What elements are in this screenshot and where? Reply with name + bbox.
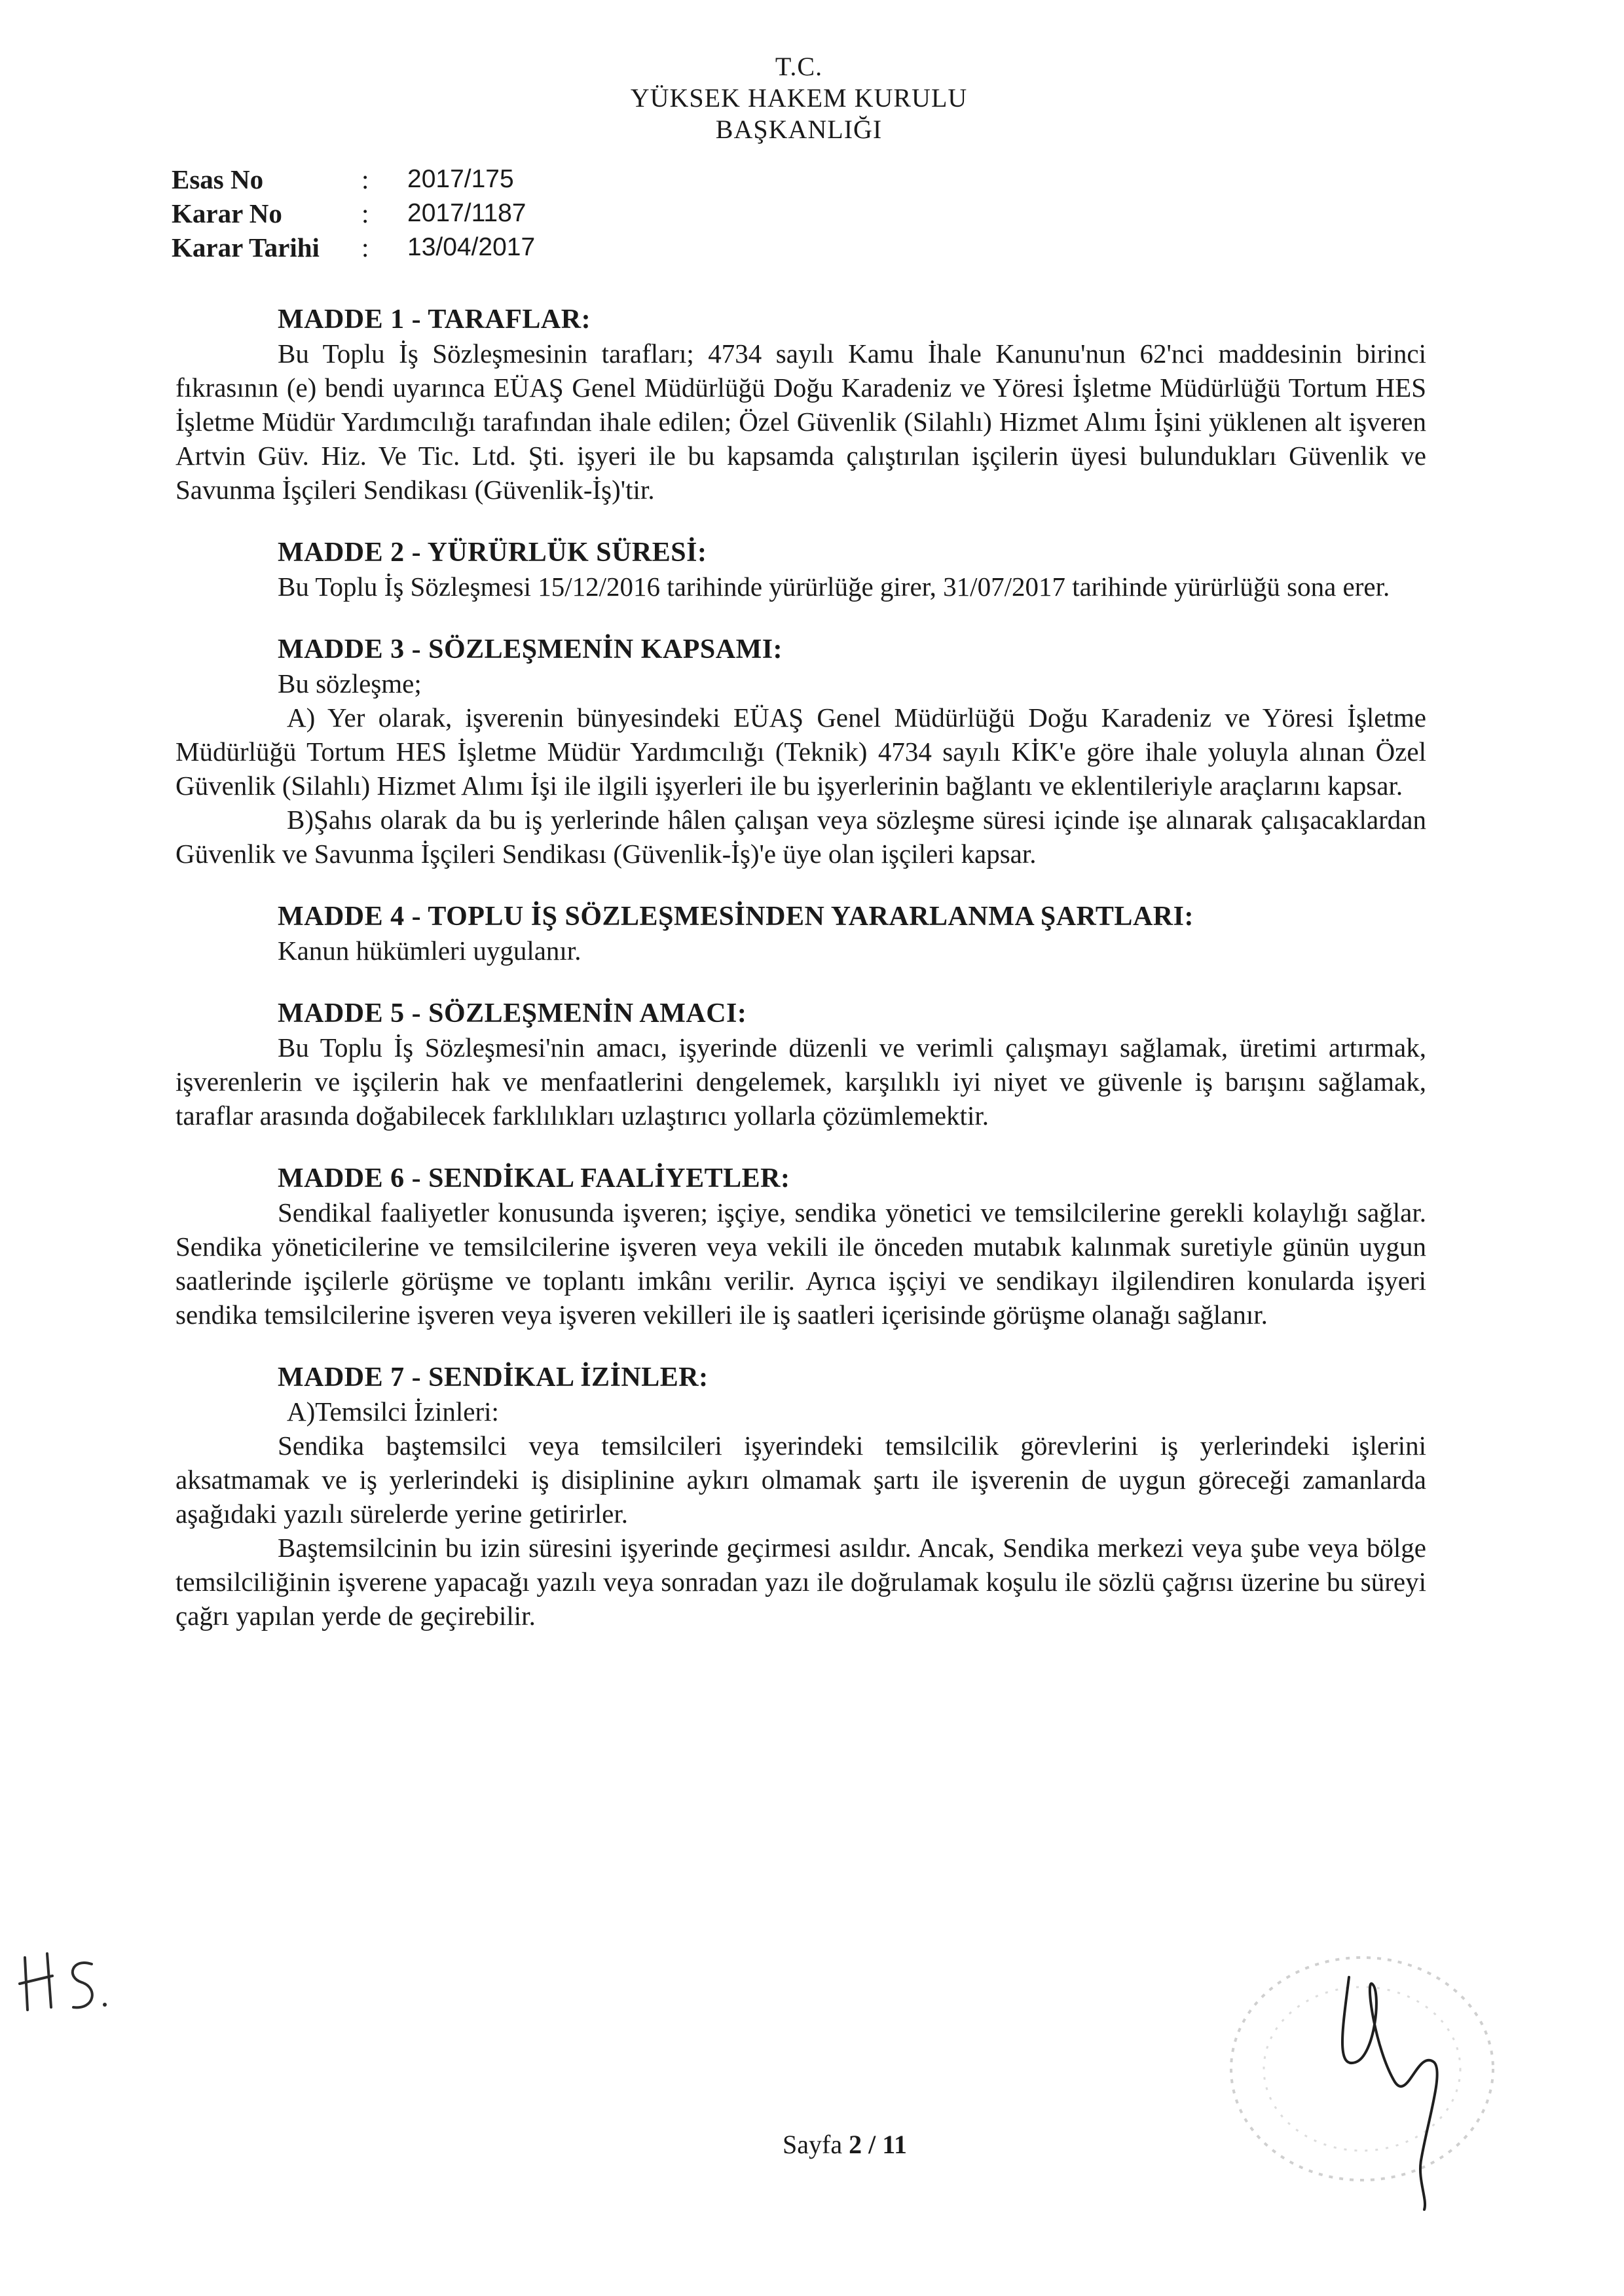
case-metadata [172, 162, 535, 264]
meta-separator: : [361, 198, 369, 228]
article-6 [175, 1161, 1426, 1332]
page-label: Sayfa [783, 2130, 849, 2159]
article-paragraph-b: B)Şahıs olarak da bu iş yerlerinde hâlen çalışan veya sözleşme süresi içinde işe alınarak çalışacaklardan Güvenlik ve Savunma İşçileri Sendikası (Güvenlik-İş)'e üye olan işçileri kapsar. [175, 805, 1426, 869]
page-footer [747, 2129, 943, 2160]
signature [1303, 1951, 1519, 2213]
meta-separator: : [361, 164, 369, 194]
header-line-tc: T.C. [775, 52, 823, 81]
article-paragraph: Sendikal faaliyetler konusunda işveren; işçiye, sendika yönetici ve temsilcilerine gerekli kolaylığı sağlar. Sendika yöneticilerine ve temsilcilerine işveren veya vekili ile önceden mutabık kalınmak suretiyle günün uygun saatlerinde işçilerle görüşme ve toplantı imkânı verilir. Ayrıca işçiyi ve sendikayı ilgilendiren konularda işyeri sendika temsilcilerine işveren veya işveren vekilleri ile iş saatleri içerisinde görüşme olanağı sağlanır. [175, 1197, 1426, 1330]
institution-header [563, 51, 1035, 145]
handwritten-initials [13, 1944, 144, 2023]
meta-value: 2017/175 [407, 165, 514, 193]
article-paragraph-a: A) Yer olarak, işverenin bünyesindeki EÜAŞ Genel Müdürlüğü Doğu Karadeniz ve Yöresi İşletme Müdürlüğü Tortum HES İşletme Müdür Yardımcılığı (Teknik) 4734 sayılı KİK'e göre ihale yoluyla alınan Özel Güvenlik (Silahlı) Hizmet Alımı İşi ile ilgili işyerleri ile bu işyerlerinin bağlantı ve eklentileriyle araçlarını kapsar. [175, 702, 1426, 801]
article-title: MADDE 4 - TOPLU İŞ SÖZLEŞMESİNDEN YARARLANMA ŞARTLARI: [278, 902, 1194, 932]
meta-label: Karar No [172, 198, 282, 228]
article-7 [175, 1360, 1426, 1633]
meta-label: Karar Tarihi [172, 232, 320, 263]
meta-separator: : [361, 232, 369, 263]
article-subheading: A)Temsilci İzinleri: [287, 1396, 499, 1427]
meta-value: 2017/1187 [407, 199, 526, 227]
document-body [175, 302, 1426, 1662]
article-paragraph: Bu Toplu İş Sözleşmesi'nin amacı, işyerinde düzenli ve verimli çalışmayı sağlamak, üretimi artırmak, işverenlerin ve işçilerin hak ve menfaatlerini dengelemek, karşılıklı iyi niyet ve güvenle iş barışını sağlamak, taraflar arasında doğabilecek farklılıkları uzlaştırıcı yollarla çözümlemektir. [175, 1032, 1426, 1131]
article-paragraph: Sendika baştemsilci veya temsilcileri işyerindeki temsilcilik görevlerini iş yerlerindeki işlerini aksatmamak ve iş yerlerindeki iş disiplinine aykırı olmamak şartı ile işverenin de uygun göreceği zamanlarda aşağıdaki yazılı sürelerde yerine getirirler. [175, 1430, 1426, 1529]
article-3 [175, 632, 1426, 871]
meta-value: 13/04/2017 [407, 233, 536, 261]
page-number: 2 / 11 [849, 2130, 907, 2159]
meta-row-esas [172, 162, 535, 196]
meta-label: Esas No [172, 164, 264, 194]
article-1 [175, 302, 1426, 507]
article-paragraph: Kanun hükümleri uygulanır. [278, 936, 581, 966]
meta-row-karar [172, 196, 535, 230]
article-title: MADDE 1 - TARAFLAR: [278, 304, 591, 335]
article-paragraph: Baştemsilcinin bu izin süresini işyerinde geçirmesi asıldır. Ancak, Sendika merkezi veya şube veya bölge temsilciliğinin işverene yapacağı yazılı veya sonradan yazı ile doğrulamak koşulu ile sözlü çağrısı üzerine bu süreyi çağrı yapılan yerde de geçirebilir. [175, 1533, 1426, 1631]
article-paragraph: Bu Toplu İş Sözleşmesinin tarafları; 4734 sayılı Kamu İhale Kanunu'nun 62'nci maddesinin birinci fıkrasının (e) bendi uyarınca EÜAŞ Genel Müdürlüğü Doğu Karadeniz ve Yöresi İşletme Müdürlüğü Tortum HES İşletme Müdür Yardımcılığı tarafından ihale edilen; Özel Güvenlik (Silahlı) Hizmet Alımı İşini yüklenen alt işveren Artvin Güv. Hiz. Ve Tic. Ltd. Şti. işyeri ile bu kapsamda çalıştırılan işçilerin üyesi bulundukları Güvenlik ve Savunma İşçileri Sendikası (Güvenlik-İş)'tir. [175, 338, 1426, 505]
article-title: MADDE 7 - SENDİKAL İZİNLER: [278, 1362, 709, 1393]
header-line-name: YÜKSEK HAKEM KURULU [630, 83, 968, 113]
article-paragraph: Bu Toplu İş Sözleşmesi 15/12/2016 tarihinde yürürlüğe girer, 31/07/2017 tarihinde yürürlüğü sona erer. [278, 572, 1390, 602]
article-title: MADDE 3 - SÖZLEŞMENİN KAPSAMI: [278, 634, 783, 665]
header-line-dept: BAŞKANLIĞI [715, 115, 883, 144]
article-5 [175, 996, 1426, 1133]
article-4 [175, 900, 1426, 968]
article-title: MADDE 5 - SÖZLEŞMENİN AMACI: [278, 998, 747, 1029]
meta-row-tarih [172, 230, 535, 264]
article-2 [175, 536, 1426, 604]
article-title: MADDE 6 - SENDİKAL FAALİYETLER: [278, 1163, 790, 1194]
article-title: MADDE 2 - YÜRÜRLÜK SÜRESİ: [278, 538, 707, 568]
article-paragraph: Bu sözleşme; [278, 668, 422, 699]
